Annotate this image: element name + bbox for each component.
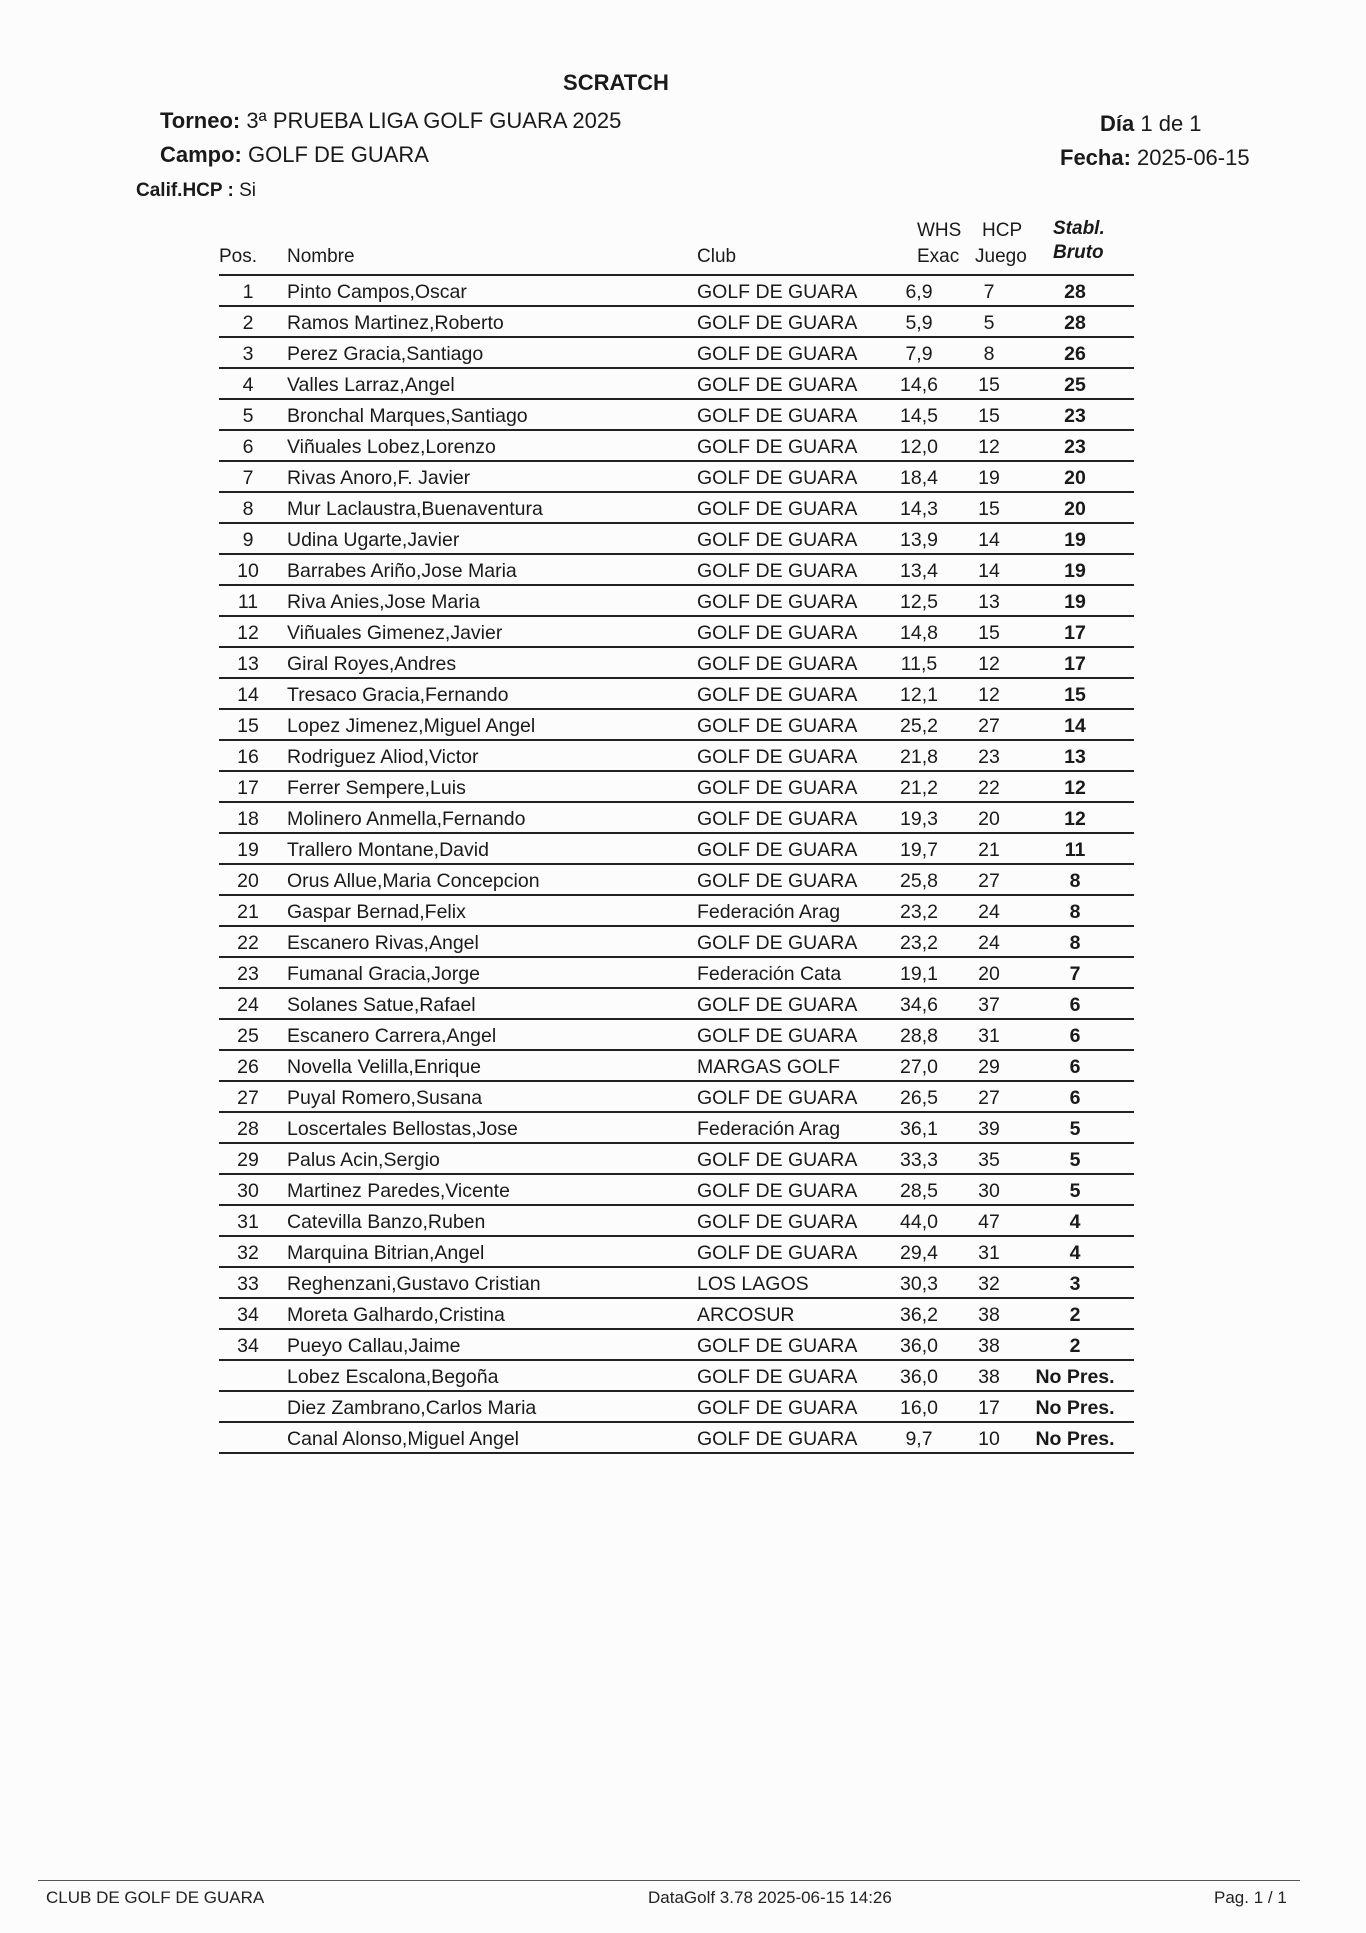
col-stabl-header-top: Stabl.: [1053, 218, 1105, 239]
cell-pos: 11: [237, 591, 259, 613]
cell-nombre: Bronchal Marques,Santiago: [287, 405, 528, 427]
col-hcp-header-bottom: Juego: [975, 246, 1027, 267]
cell-club: GOLF DE GUARA: [697, 622, 858, 644]
cell-pos: 25: [237, 1025, 259, 1047]
cell-pos: 14: [237, 684, 259, 706]
cell-pos: 3: [242, 343, 254, 365]
cell-club: GOLF DE GUARA: [697, 1087, 858, 1109]
cell-nombre: Rodriguez Aliod,Victor: [287, 746, 479, 768]
cell-stabl: 11: [1064, 839, 1086, 861]
cell-whs: 36,2: [900, 1304, 938, 1326]
cell-whs: 14,3: [900, 498, 938, 520]
table-row: [219, 1051, 1134, 1082]
cell-whs: 30,3: [900, 1273, 938, 1295]
cell-stabl: 5: [1069, 1118, 1081, 1140]
cell-stabl: No Pres.: [1035, 1366, 1115, 1388]
table-body: [219, 276, 1134, 1454]
cell-nombre: Palus Acin,Sergio: [287, 1149, 440, 1171]
cell-pos: 27: [237, 1087, 259, 1109]
cell-stabl: 23: [1064, 436, 1086, 458]
cell-stabl: 8: [1069, 932, 1081, 954]
cell-nombre: Riva Anies,Jose Maria: [287, 591, 480, 613]
cell-club: GOLF DE GUARA: [697, 498, 858, 520]
table-row: [219, 896, 1134, 927]
cell-pos: 12: [237, 622, 259, 644]
cell-hcp: 15: [978, 374, 1000, 396]
cell-whs: 19,3: [900, 808, 938, 830]
col-stabl-header-bottom: Bruto: [1053, 242, 1104, 263]
campo-label: Campo:: [160, 142, 242, 167]
cell-hcp: 39: [978, 1118, 1000, 1140]
table-row: [219, 338, 1134, 369]
cell-nombre: Moreta Galhardo,Cristina: [287, 1304, 505, 1326]
cell-hcp: 37: [978, 994, 1000, 1016]
cell-nombre: Escanero Carrera,Angel: [287, 1025, 497, 1047]
cell-club: GOLF DE GUARA: [697, 1428, 858, 1450]
table-row: [219, 1268, 1134, 1299]
cell-nombre: Reghenzani,Gustavo Cristian: [287, 1273, 541, 1295]
cell-club: Federación Arag: [697, 1118, 841, 1140]
cell-whs: 25,2: [900, 715, 938, 737]
cell-nombre: Pinto Campos,Oscar: [287, 281, 467, 303]
table-row: [219, 803, 1134, 834]
cell-stabl: 19: [1064, 529, 1086, 551]
cell-hcp: 10: [978, 1428, 1000, 1450]
cell-nombre: Rivas Anoro,F. Javier: [287, 467, 471, 489]
cell-stabl: 8: [1069, 870, 1081, 892]
cell-stabl: 5: [1069, 1180, 1081, 1202]
cell-stabl: 28: [1064, 312, 1086, 334]
cell-whs: 12,0: [900, 436, 938, 458]
cell-pos: 10: [237, 560, 259, 582]
cell-stabl: 6: [1069, 1087, 1081, 1109]
cell-pos: 6: [242, 436, 254, 458]
cell-whs: 23,2: [900, 932, 938, 954]
cell-hcp: 20: [978, 808, 1000, 830]
cell-pos: 34: [237, 1304, 259, 1326]
table-row: [219, 958, 1134, 989]
cell-hcp: 23: [978, 746, 1000, 768]
table-row: [219, 1020, 1134, 1051]
cell-hcp: 20: [978, 963, 1000, 985]
cell-nombre: Loscertales Bellostas,Jose: [287, 1118, 518, 1140]
table-row: [219, 1082, 1134, 1113]
col-nombre-header: Nombre: [287, 246, 355, 267]
cell-pos: 20: [237, 870, 259, 892]
report-title: SCRATCH: [563, 70, 669, 95]
table-row: [219, 276, 1134, 307]
cell-stabl: 6: [1069, 1056, 1081, 1078]
table-row: [219, 307, 1134, 338]
cell-nombre: Ferrer Sempere,Luis: [287, 777, 466, 799]
cell-stabl: 13: [1064, 746, 1086, 768]
cell-pos: 32: [237, 1242, 259, 1264]
cell-hcp: 27: [978, 870, 1000, 892]
table-row: [219, 648, 1134, 679]
table-row: [219, 586, 1134, 617]
table-row: [219, 493, 1134, 524]
campo-value: GOLF DE GUARA: [248, 142, 429, 167]
cell-club: GOLF DE GUARA: [697, 777, 858, 799]
col-hcp-header-top: HCP: [982, 220, 1023, 241]
cell-club: GOLF DE GUARA: [697, 529, 858, 551]
cell-club: GOLF DE GUARA: [697, 715, 858, 737]
cell-club: GOLF DE GUARA: [697, 405, 858, 427]
table-row: [219, 555, 1134, 586]
cell-stabl: 14: [1064, 715, 1086, 737]
table-row: [219, 1175, 1134, 1206]
cell-hcp: 7: [983, 281, 995, 303]
cell-pos: 26: [237, 1056, 259, 1078]
cell-hcp: 15: [978, 498, 1000, 520]
cell-nombre: Canal Alonso,Miguel Angel: [287, 1428, 519, 1450]
table-row: [219, 1113, 1134, 1144]
cell-hcp: 5: [983, 312, 995, 334]
cell-whs: 21,2: [900, 777, 938, 799]
table-header: [219, 216, 1134, 276]
cell-stabl: 4: [1069, 1211, 1081, 1233]
cell-nombre: Barrabes Ariño,Jose Maria: [287, 560, 517, 582]
table-row: [219, 524, 1134, 555]
cell-stabl: 17: [1064, 653, 1086, 675]
cell-stabl: 19: [1064, 560, 1086, 582]
cell-nombre: Catevilla Banzo,Ruben: [287, 1211, 486, 1233]
cell-pos: 18: [237, 808, 259, 830]
cell-stabl: 19: [1064, 591, 1086, 613]
table-row: [219, 369, 1134, 400]
cell-stabl: 15: [1064, 684, 1086, 706]
cell-pos: 17: [237, 777, 259, 799]
cell-club: GOLF DE GUARA: [697, 684, 858, 706]
cell-whs: 27,0: [900, 1056, 938, 1078]
cell-club: GOLF DE GUARA: [697, 1025, 858, 1047]
cell-hcp: 27: [978, 1087, 1000, 1109]
cell-whs: 21,8: [900, 746, 938, 768]
table-row: [219, 927, 1134, 958]
cell-club: GOLF DE GUARA: [697, 1211, 858, 1233]
cell-club: Federación Cata: [697, 963, 842, 985]
cell-hcp: 31: [978, 1025, 1000, 1047]
cell-nombre: Viñuales Lobez,Lorenzo: [287, 436, 496, 458]
cell-nombre: Marquina Bitrian,Angel: [287, 1242, 485, 1264]
cell-hcp: 38: [978, 1304, 1000, 1326]
cell-stabl: 12: [1064, 777, 1086, 799]
cell-pos: 9: [242, 529, 254, 551]
cell-club: MARGAS GOLF: [697, 1056, 841, 1078]
cell-nombre: Pueyo Callau,Jaime: [287, 1335, 461, 1357]
cell-pos: 33: [237, 1273, 259, 1295]
table-row: [219, 710, 1134, 741]
cell-hcp: 30: [978, 1180, 1000, 1202]
cell-whs: 36,0: [900, 1366, 938, 1388]
cell-pos: 29: [237, 1149, 259, 1171]
cell-pos: 15: [237, 715, 259, 737]
cell-nombre: Viñuales Gimenez,Javier: [287, 622, 503, 644]
cell-whs: 14,8: [900, 622, 938, 644]
cell-nombre: Giral Royes,Andres: [287, 653, 457, 675]
cell-club: ARCOSUR: [697, 1304, 795, 1326]
cell-pos: 19: [237, 839, 259, 861]
cell-stabl: 3: [1069, 1273, 1081, 1295]
cell-club: GOLF DE GUARA: [697, 281, 858, 303]
cell-whs: 23,2: [900, 901, 938, 923]
cell-nombre: Trallero Montane,David: [287, 839, 489, 861]
cell-stabl: No Pres.: [1035, 1397, 1115, 1419]
cell-club: GOLF DE GUARA: [697, 808, 858, 830]
cell-nombre: Tresaco Gracia,Fernando: [287, 684, 509, 706]
cell-whs: 44,0: [900, 1211, 938, 1233]
cell-whs: 36,1: [900, 1118, 938, 1140]
cell-club: GOLF DE GUARA: [697, 1242, 858, 1264]
table-row: [219, 1237, 1134, 1268]
cell-whs: 13,4: [900, 560, 938, 582]
table-row: [219, 1330, 1134, 1361]
cell-nombre: Fumanal Gracia,Jorge: [287, 963, 480, 985]
cell-stabl: 6: [1069, 1025, 1081, 1047]
cell-whs: 26,5: [900, 1087, 938, 1109]
cell-pos: 23: [237, 963, 259, 985]
cell-club: LOS LAGOS: [697, 1273, 809, 1295]
torneo-label: Torneo:: [160, 108, 241, 133]
cell-hcp: 15: [978, 622, 1000, 644]
table-row: [219, 431, 1134, 462]
cell-pos: 28: [237, 1118, 259, 1140]
cell-hcp: 19: [978, 467, 1000, 489]
cell-hcp: 38: [978, 1335, 1000, 1357]
cell-hcp: 32: [978, 1273, 1000, 1295]
cell-pos: 8: [242, 498, 254, 520]
table-row: [219, 989, 1134, 1020]
table-row: [219, 1423, 1134, 1454]
fecha-value: 2025-06-15: [1137, 145, 1250, 170]
table-row: [219, 679, 1134, 710]
cell-nombre: Udina Ugarte,Javier: [287, 529, 460, 551]
calif-value: Si: [239, 180, 257, 201]
cell-stabl: 2: [1069, 1304, 1081, 1326]
fecha-label: Fecha:: [1060, 145, 1131, 170]
cell-whs: 29,4: [900, 1242, 938, 1264]
cell-hcp: 24: [978, 932, 1000, 954]
cell-whs: 12,1: [900, 684, 938, 706]
cell-stabl: 5: [1069, 1149, 1081, 1171]
cell-hcp: 47: [978, 1211, 1000, 1233]
cell-club: GOLF DE GUARA: [697, 560, 858, 582]
cell-hcp: 24: [978, 901, 1000, 923]
cell-whs: 16,0: [900, 1397, 938, 1419]
cell-whs: 14,6: [900, 374, 938, 396]
cell-hcp: 17: [978, 1397, 1000, 1419]
cell-whs: 28,8: [900, 1025, 938, 1047]
cell-nombre: Ramos Martinez,Roberto: [287, 312, 504, 334]
cell-hcp: 31: [978, 1242, 1000, 1264]
cell-pos: 5: [242, 405, 254, 427]
table-row: [219, 1144, 1134, 1175]
cell-stabl: 6: [1069, 994, 1081, 1016]
cell-club: GOLF DE GUARA: [697, 591, 858, 613]
cell-hcp: 8: [983, 343, 995, 365]
cell-hcp: 14: [978, 560, 1000, 582]
cell-nombre: Valles Larraz,Angel: [287, 374, 455, 396]
dia-label: Día: [1100, 111, 1135, 136]
cell-stabl: 4: [1069, 1242, 1081, 1264]
cell-pos: 31: [237, 1211, 259, 1233]
cell-whs: 11,5: [900, 653, 938, 675]
cell-club: GOLF DE GUARA: [697, 870, 858, 892]
cell-stabl: 8: [1069, 901, 1081, 923]
footer-club: CLUB DE GOLF DE GUARA: [46, 1888, 265, 1907]
cell-nombre: Mur Laclaustra,Buenaventura: [287, 498, 543, 520]
dia-value: 1 de 1: [1140, 111, 1202, 136]
cell-nombre: Lopez Jimenez,Miguel Angel: [287, 715, 536, 737]
table-row: [219, 1392, 1134, 1423]
cell-nombre: Martinez Paredes,Vicente: [287, 1180, 510, 1202]
cell-pos: 13: [237, 653, 259, 675]
table-row: [219, 462, 1134, 493]
cell-hcp: 21: [978, 839, 1000, 861]
cell-pos: 7: [242, 467, 254, 489]
cell-club: GOLF DE GUARA: [697, 746, 858, 768]
torneo-value: 3ª PRUEBA LIGA GOLF GUARA 2025: [246, 108, 622, 133]
cell-whs: 9,7: [905, 1428, 933, 1450]
cell-stabl: 20: [1064, 498, 1086, 520]
footer-divider: [38, 1880, 1300, 1881]
cell-club: GOLF DE GUARA: [697, 839, 858, 861]
table-row: [219, 865, 1134, 896]
cell-stabl: 26: [1064, 343, 1086, 365]
cell-whs: 12,5: [900, 591, 938, 613]
cell-hcp: 15: [978, 405, 1000, 427]
torneo-line: [160, 108, 621, 134]
cell-nombre: Escanero Rivas,Angel: [287, 932, 479, 954]
col-club-header: Club: [697, 246, 737, 267]
cell-club: GOLF DE GUARA: [697, 436, 858, 458]
cell-whs: 19,7: [900, 839, 938, 861]
cell-nombre: Solanes Satue,Rafael: [287, 994, 476, 1016]
cell-club: GOLF DE GUARA: [697, 1335, 858, 1357]
cell-stabl: 20: [1064, 467, 1086, 489]
calif-line: [136, 180, 256, 202]
table-row: [219, 1206, 1134, 1237]
col-pos-header: Pos.: [219, 246, 258, 267]
cell-whs: 19,1: [900, 963, 938, 985]
cell-club: GOLF DE GUARA: [697, 1397, 858, 1419]
cell-whs: 13,9: [900, 529, 938, 551]
cell-nombre: Novella Velilla,Enrique: [287, 1056, 482, 1078]
cell-stabl: 17: [1064, 622, 1086, 644]
cell-stabl: 2: [1069, 1335, 1081, 1357]
cell-club: GOLF DE GUARA: [697, 994, 858, 1016]
cell-stabl: 28: [1064, 281, 1086, 303]
table-row: [219, 1361, 1134, 1392]
calif-label: Calif.HCP :: [136, 180, 234, 201]
table-row: [219, 741, 1134, 772]
col-whs-header-top: WHS: [917, 220, 962, 241]
cell-club: GOLF DE GUARA: [697, 312, 858, 334]
cell-stabl: 25: [1064, 374, 1086, 396]
footer-software: DataGolf 3.78 2025-06-15 14:26: [648, 1888, 892, 1907]
cell-whs: 6,9: [905, 281, 933, 303]
cell-hcp: 29: [978, 1056, 1000, 1078]
cell-pos: 2: [242, 312, 254, 334]
fecha-line: [1060, 145, 1250, 171]
cell-club: GOLF DE GUARA: [697, 1149, 858, 1171]
cell-whs: 33,3: [900, 1149, 938, 1171]
cell-nombre: Perez Gracia,Santiago: [287, 343, 484, 365]
cell-hcp: 14: [978, 529, 1000, 551]
col-whs-header-bottom: Exac: [917, 246, 960, 267]
cell-pos: 22: [237, 932, 259, 954]
cell-hcp: 13: [978, 591, 1000, 613]
cell-whs: 34,6: [900, 994, 938, 1016]
cell-club: Federación Arag: [697, 901, 841, 923]
cell-pos: 16: [237, 746, 259, 768]
cell-club: GOLF DE GUARA: [697, 374, 858, 396]
cell-pos: 4: [242, 374, 254, 396]
cell-hcp: 12: [978, 436, 1000, 458]
cell-nombre: Orus Allue,Maria Concepcion: [287, 870, 540, 892]
cell-pos: 24: [237, 994, 259, 1016]
cell-pos: 1: [242, 281, 254, 303]
campo-line: [160, 142, 429, 168]
footer-page: Pag. 1 / 1: [1214, 1888, 1287, 1907]
cell-club: GOLF DE GUARA: [697, 1366, 858, 1388]
cell-pos: 30: [237, 1180, 259, 1202]
cell-hcp: 27: [978, 715, 1000, 737]
cell-nombre: Lobez Escalona,Begoña: [287, 1366, 499, 1388]
cell-stabl: 23: [1064, 405, 1086, 427]
cell-hcp: 35: [978, 1149, 1000, 1171]
cell-club: GOLF DE GUARA: [697, 467, 858, 489]
table-row: [219, 1299, 1134, 1330]
cell-nombre: Gaspar Bernad,Felix: [287, 901, 466, 923]
table-row: [219, 834, 1134, 865]
table-row: [219, 400, 1134, 431]
table-row: [219, 772, 1134, 803]
cell-stabl: No Pres.: [1035, 1428, 1115, 1450]
cell-nombre: Molinero Anmella,Fernando: [287, 808, 526, 830]
cell-club: GOLF DE GUARA: [697, 932, 858, 954]
dia-line: [1100, 111, 1202, 137]
cell-hcp: 38: [978, 1366, 1000, 1388]
cell-stabl: 7: [1069, 963, 1081, 985]
table-row: [219, 617, 1134, 648]
cell-whs: 7,9: [905, 343, 933, 365]
cell-hcp: 12: [978, 684, 1000, 706]
cell-hcp: 12: [978, 653, 1000, 675]
cell-pos: 34: [237, 1335, 259, 1357]
cell-pos: 21: [237, 901, 259, 923]
cell-stabl: 12: [1064, 808, 1086, 830]
cell-club: GOLF DE GUARA: [697, 653, 858, 675]
cell-hcp: 22: [978, 777, 1000, 799]
cell-whs: 28,5: [900, 1180, 938, 1202]
results-table: [219, 216, 1134, 1454]
cell-nombre: Diez Zambrano,Carlos Maria: [287, 1397, 537, 1419]
cell-whs: 36,0: [900, 1335, 938, 1357]
cell-nombre: Puyal Romero,Susana: [287, 1087, 483, 1109]
cell-whs: 5,9: [905, 312, 933, 334]
cell-club: GOLF DE GUARA: [697, 343, 858, 365]
cell-whs: 18,4: [900, 467, 938, 489]
cell-whs: 25,8: [900, 870, 938, 892]
cell-whs: 14,5: [900, 405, 938, 427]
cell-club: GOLF DE GUARA: [697, 1180, 858, 1202]
